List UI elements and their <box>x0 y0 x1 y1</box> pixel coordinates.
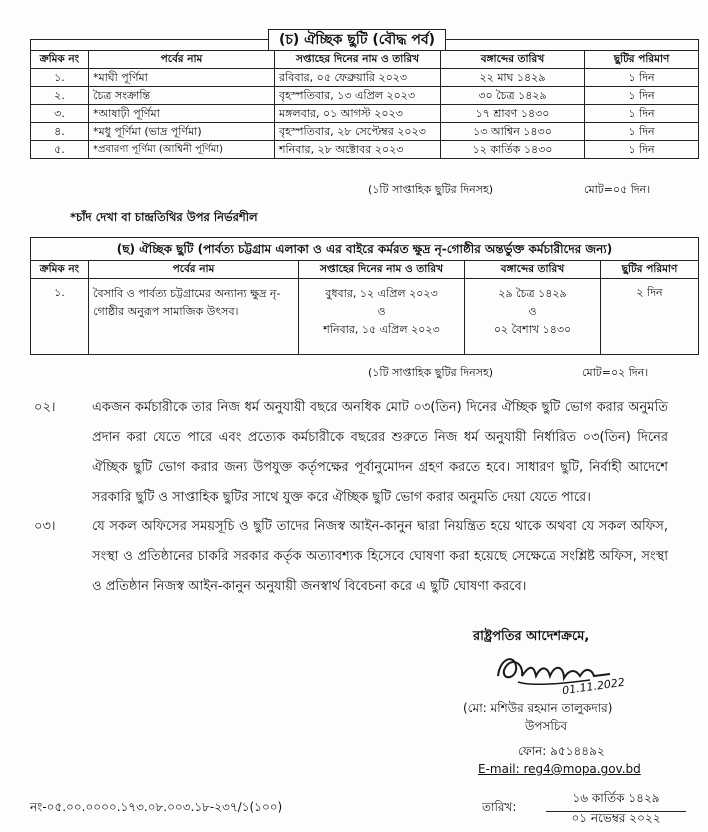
header-leave-amount: ছুটির পরিমাণ <box>601 261 699 279</box>
header-serial: ক্রমিক নং <box>31 51 89 69</box>
row-festival: *মাঘী পূর্ণিমা <box>89 69 275 87</box>
header-leave-amount: ছুটির পরিমাণ <box>585 51 699 69</box>
memo-number: নং-০৫.০০.০০০০.১৭৩.০৮.০০৩.১৮-২৩৭/১(১০০) <box>30 800 283 814</box>
row-date: মঙ্গলবার, ০১ আগস্ট ২০২৩ <box>275 105 441 123</box>
table-row <box>31 87 699 105</box>
row-amount: ১ দিন <box>585 123 699 141</box>
header-bangla-date: বঙ্গাব্দের তারিখ <box>465 261 601 279</box>
paragraph-02-number: ০২। <box>34 400 56 415</box>
row-serial: ১. <box>31 279 89 355</box>
row-date <box>299 279 465 355</box>
row-bangla-date-and: ও <box>528 305 537 318</box>
moon-dependency-note: *চাঁদ দেখা বা চান্দ্রতিথির উপর নির্ভরশীল <box>70 210 258 224</box>
row-amount: ১ দিন <box>585 105 699 123</box>
row-bangla-date: ২২ মাঘ ১৪২৯ <box>441 69 585 87</box>
order-line: রাষ্ট্রপতির আদেশক্রমে, <box>473 629 590 644</box>
row-date-1: বুধবার, ১২ এপ্রিল ২০২৩ <box>325 287 438 300</box>
paragraph-03-number: ০৩। <box>34 519 56 534</box>
date-label: তারিখ: <box>482 800 517 814</box>
table-c-footnote: (১টি সাপ্তাহিক ছুটির দিনসহ) <box>368 183 494 196</box>
row-bangla-date: ১২ কার্তিক ১৪৩০ <box>441 141 585 159</box>
row-festival: *আষাঢ়ী পূর্ণিমা <box>89 105 275 123</box>
row-serial: ৩. <box>31 105 89 123</box>
paragraph-02 <box>34 393 668 513</box>
header-serial: ক্রমিক নং <box>31 261 89 279</box>
table-row <box>31 105 699 123</box>
row-bangla-date-2: ০২ বৈশাখ ১৪৩০ <box>493 323 572 336</box>
row-festival: *প্রবারণা পূর্ণিমা (আশ্বিনী পূর্ণিমা) <box>89 141 275 159</box>
row-bangla-date-1: ২৯ চৈত্র ১৪২৯ <box>498 287 567 300</box>
header-weekday-date: সপ্তাহের দিনের নাম ও তারিখ <box>299 261 465 279</box>
row-bangla-date: ৩০ চৈত্র ১৪২৯ <box>441 87 585 105</box>
paragraph-03 <box>34 512 668 602</box>
table-c-caption: (চ) ঐচ্ছিক ছুটি (বৌদ্ধ পর্ব) <box>268 29 446 51</box>
row-serial: ১. <box>31 69 89 87</box>
table-c <box>30 39 699 159</box>
table-row <box>31 141 699 159</box>
table-ch <box>30 237 699 355</box>
table-c-header-row <box>31 51 699 69</box>
row-amount: ২ দিন <box>601 279 699 355</box>
header-bangla-date: বঙ্গাব্দের তারিখ <box>441 51 585 69</box>
row-date: বৃহস্পতিবার, ১৩ এপ্রিল ২০২৩ <box>275 87 441 105</box>
date-bangla: ১৬ কার্তিক ১৪২৯ <box>546 790 686 812</box>
paragraph-03-text: যে সকল অফিসের সময়সূচি ও ছুটি তাদের নিজস্ব আইন-কানুন দ্বারা নিয়ন্ত্রিত হয়ে থাকে অথবা যে সকল অফিস, সংস্থা ও প্রতিষ্ঠানের চাকরি সরকার কর্তৃক অত্যাবশ্যক হিসেবে ঘোষণা করা হয়েছে সেক্ষেত্রে সংশ্লিষ্ট অফিস, সংস্থা ও প্রতিষ্ঠান নিজস্ব আইন-কানুন অনুযায়ী জনস্বার্থ বিবেচনা করে এ ছুটি ঘোষণা করবে। <box>92 519 668 594</box>
signatory-phone: ফোন: ৯৫১৪৪৯২ <box>518 744 605 758</box>
row-amount: ১ দিন <box>585 87 699 105</box>
row-date: রবিবার, ০৫ ফেব্রুয়ারি ২০২৩ <box>275 69 441 87</box>
row-serial: ৫. <box>31 141 89 159</box>
header-weekday-date: সপ্তাহের দিনের নাম ও তারিখ <box>275 51 441 69</box>
row-date: বৃহস্পতিবার, ২৮ সেপ্টেম্বর ২০২৩ <box>275 123 441 141</box>
table-ch-footnote: (১টি সাপ্তাহিক ছুটির দিনসহ) <box>368 366 494 379</box>
header-festival-name: পর্বের নাম <box>89 261 299 279</box>
row-date-and: ও <box>377 305 386 318</box>
table-ch-total: মোট=০২ দিন। <box>582 366 649 379</box>
header-festival-name: পর্বের নাম <box>89 51 275 69</box>
signatory-email[interactable]: E-mail: reg4@mopa.gov.bd <box>478 762 641 776</box>
table-row <box>31 279 699 355</box>
table-row <box>31 123 699 141</box>
date-english: ০১ নভেম্বর ২০২২ <box>571 811 661 825</box>
signatory-name: (মো: মশিউর রহমান তালুকদার) <box>463 701 613 715</box>
row-bangla-date: ১৩ আশ্বিন ১৪৩০ <box>441 123 585 141</box>
row-festival: বৈসাবি ও পার্বত্য চট্টগ্রামের অন্যান্য ক্ষুদ্র নৃ-গোষ্ঠীর অনুরূপ সামাজিক উৎসব। <box>89 279 299 355</box>
table-ch-caption: (ছ) ঐচ্ছিক ছুটি (পার্বত্য চট্টগ্রাম এলাকা ও এর বাইরে কর্মরত ক্ষুদ্র নৃ-গোষ্ঠীর অন্তর্ভুক্ত কর্মচারীদের জন্য) <box>31 238 699 261</box>
table-row <box>31 69 699 87</box>
row-date: শনিবার, ২৮ অক্টোবর ২০২৩ <box>275 141 441 159</box>
table-ch-header-row <box>31 261 699 279</box>
row-serial: ২. <box>31 87 89 105</box>
row-amount: ১ দিন <box>585 69 699 87</box>
row-bangla-date <box>465 279 601 355</box>
paragraph-02-text: একজন কর্মচারীকে তার নিজ ধর্ম অনুযায়ী বছরে অনধিক মোট ০৩(তিন) দিনের ঐচ্ছিক ছুটি ভোগ করার অনুমতি প্রদান করা যেতে পারে এবং প্রত্যেক কর্মচারীকে বছরের শুরুতে নিজ ধর্ম অনুযায়ী নির্ধারিত ০৩(তিন) দিনের ঐচ্ছিক ছুটি ভোগ করার জন্য উপযুক্ত কর্তৃপক্ষের পূর্বানুমোদন গ্রহণ করতে হবে। সাধারণ ছুটি, নির্বাহী আদেশে সরকারি ছুটি ও সাপ্তাহিক ছুটির সাথে যুক্ত করে ঐচ্ছিক ছুটি ভোগ করার অনুমতি দেয়া যেতে পারে। <box>92 400 668 505</box>
row-serial: ৪. <box>31 123 89 141</box>
row-bangla-date: ১৭ শ্রাবণ ১৪৩০ <box>441 105 585 123</box>
table-c-total: মোট=০৫ দিন। <box>584 183 651 196</box>
row-festival: *মধু পূর্ণিমা (ভাদ্র পূর্ণিমা) <box>89 123 275 141</box>
row-festival: চৈত্র সংক্রান্তি <box>89 87 275 105</box>
signature-date: 01.11.2022 <box>561 675 626 698</box>
row-date-2: শনিবার, ১৫ এপ্রিল ২০২৩ <box>323 323 440 336</box>
row-amount: ১ দিন <box>585 141 699 159</box>
signatory-designation: উপসচিব <box>525 719 568 733</box>
